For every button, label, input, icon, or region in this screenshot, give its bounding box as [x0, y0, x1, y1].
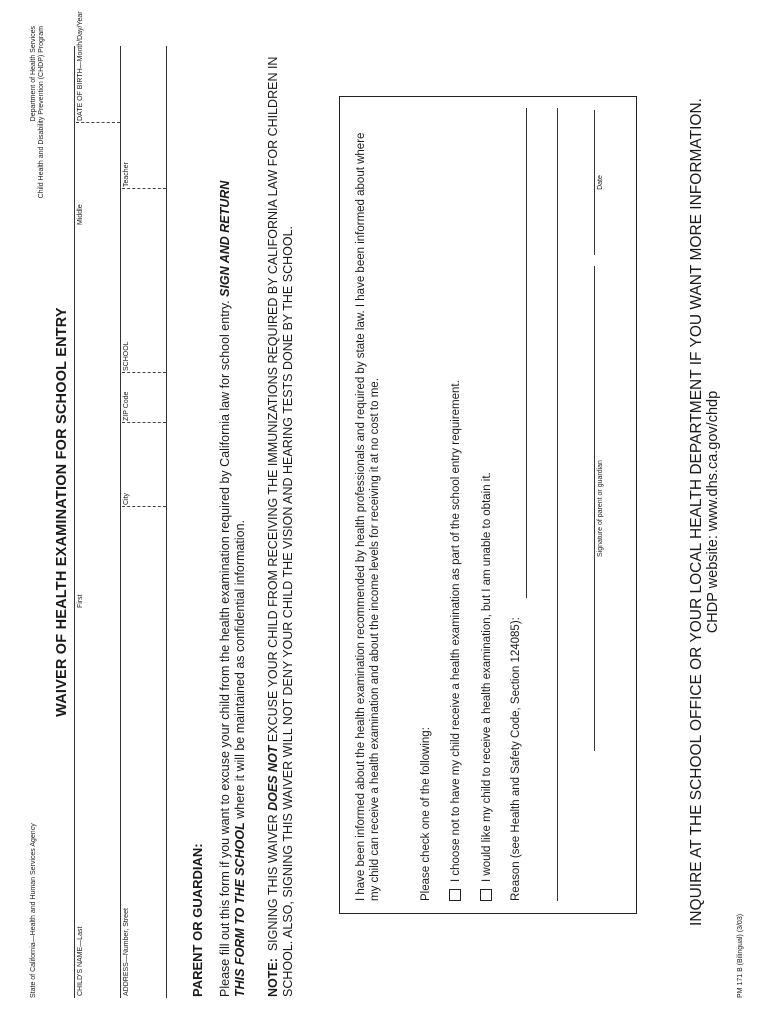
teacher-field[interactable]	[132, 47, 164, 185]
address-label: ADDRESS—Number, Street	[123, 908, 130, 996]
date-field[interactable]	[572, 110, 592, 255]
city-label: City	[123, 492, 130, 505]
form-title: WAIVER OF HEALTH EXAMINATION FOR SCHOOL ENTRY	[54, 307, 70, 717]
zip-label: ZIP Code	[123, 391, 130, 421]
option-no-exam[interactable]	[449, 380, 463, 901]
parent-heading: PARENT OR GUARDIAN:	[190, 843, 205, 997]
city-divider	[122, 506, 166, 507]
instructions-paragraph	[218, 37, 248, 997]
option-unable-exam-label: I would like my child to receive a health examination, but I am unable to obtain it.	[481, 472, 493, 882]
name-row-top-rule	[74, 46, 75, 998]
reason-field[interactable]	[510, 108, 526, 598]
option-no-exam-label: I choose not to have my child receive a health examination as part of the school entry requirement.	[450, 380, 462, 882]
school-field[interactable]	[132, 191, 164, 369]
middle-name-label: Middle	[77, 204, 84, 225]
zip-field[interactable]	[132, 375, 164, 419]
date-label: Date	[597, 175, 604, 190]
teacher-divider	[122, 188, 166, 189]
program-name: Child Health and Disability Prevention (CHDP) Program	[38, 26, 45, 199]
school-label: SCHOOL	[123, 341, 130, 371]
school-divider	[122, 372, 166, 373]
waiver-statement-box	[339, 96, 637, 914]
reason-label: Reason (see Health and Safety Code, Section 124085):	[510, 617, 522, 901]
reason-line-1	[526, 108, 527, 598]
zip-divider	[122, 422, 166, 423]
reason-line-2	[557, 108, 558, 901]
child-name-label: CHILD'S NAME—Last	[77, 926, 84, 996]
note-text-part1: SIGNING THIS WAIVER	[266, 814, 280, 952]
sign-and-return-emphasis: SIGN AND RETURN	[218, 180, 232, 297]
option-unable-exam[interactable]	[480, 472, 494, 901]
signature-label: Signature of parent or guardian	[597, 460, 604, 557]
city-field[interactable]	[132, 425, 164, 503]
informed-statement: I have been informed about the health examination recommended by health professionals and required by state law. I have been informed about where my child can receive a health examination and about the income levels for receiving it at no cost to me.	[355, 132, 381, 901]
does-not-emphasis: DOES NOT	[266, 745, 280, 811]
note-label: NOTE:	[266, 958, 280, 997]
form-to-school-emphasis: THIS FORM TO THE SCHOOL	[233, 822, 247, 997]
first-name-label: First	[77, 594, 84, 608]
address-row-bottom-rule	[166, 46, 167, 998]
signature-field[interactable]	[572, 266, 592, 751]
dob-field[interactable]	[86, 47, 118, 119]
chdp-website[interactable]: CHDP website: www.dhs.ca.gov/chdp	[705, 390, 721, 634]
department-name: Department of Health Services	[30, 26, 37, 122]
note-text-part2: EXCUSE YOUR CHILD FROM RECEIVING THE IMMUNIZATIONS REQUIRED BY CALIFORNIA LAW FOR CHILDREN IN SCHOOL. ALSO, SIGNING THIS WAIVER WILL NOT DENY YOUR CHILD THE VISION AND HEARING TESTS DONE BY THE SCHOOL.	[266, 56, 295, 997]
agency-name: State of California—Health and Human Services Agency	[30, 823, 37, 998]
child-name-field[interactable]	[86, 128, 118, 996]
address-row-top-rule	[120, 46, 121, 998]
address-field[interactable]	[132, 510, 164, 996]
instructions-text: Please fill out this form if you want to excuse your child from the health examination required by California law for school entry.	[218, 300, 232, 997]
option-no-exam-checkbox[interactable]	[449, 889, 461, 901]
option-unable-exam-checkbox[interactable]	[480, 889, 492, 901]
confidential-text: where it will be maintained as confidential information.	[233, 519, 247, 819]
dob-label: DATE OF BIRTH—Month/Day/Year	[77, 11, 84, 121]
note-paragraph	[266, 37, 296, 997]
form-number: PM 171 B (Bilingual) (3/03)	[737, 913, 744, 998]
teacher-label: Teacher	[123, 162, 130, 187]
check-prompt: Please check one of the following:	[420, 727, 432, 901]
inquire-text: INQUIRE AT THE SCHOOL OFFICE OR YOUR LOCAL HEALTH DEPARTMENT IF YOU WANT MORE INFORMATION.	[688, 98, 705, 926]
dob-divider	[76, 122, 120, 123]
date-line	[594, 110, 595, 255]
signature-line	[594, 266, 595, 751]
